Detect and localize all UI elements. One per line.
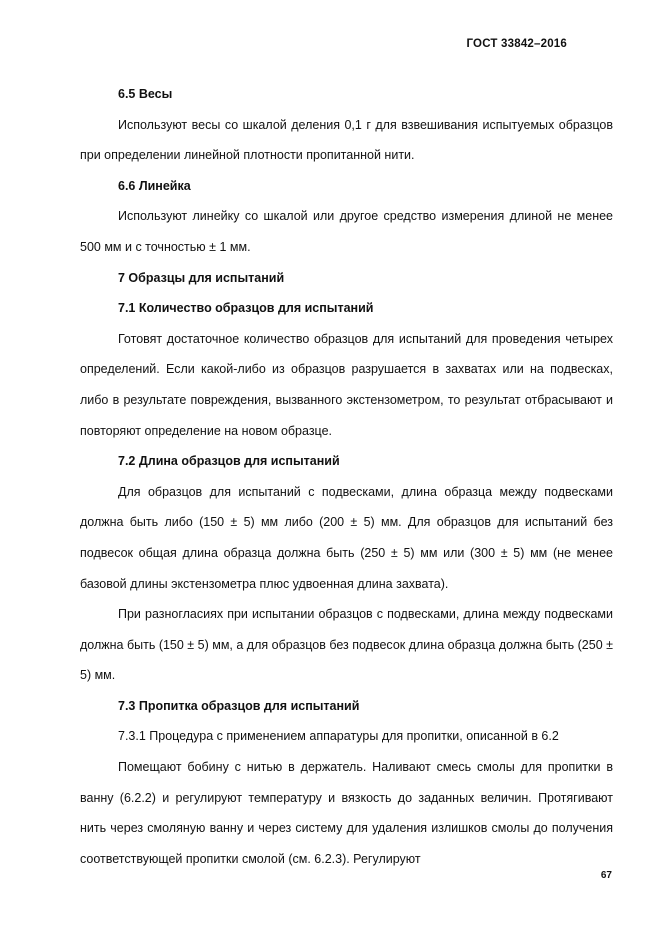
section-heading-7-1: 7.1 Количество образцов для испытаний bbox=[118, 301, 374, 316]
paragraph-7-1: Готовят достаточное количество образцов для испытаний для проведения четырех определений. Если какой-либо из образцов разрушается в захватах или на подвесках, либо в результате повреждения, вызванного экстензометром, то результат отбрасывают и повторяют определение на новом образце. bbox=[80, 331, 613, 438]
paragraph-6-6: Используют линейку со шкалой или другое средство измерения длиной не менее 500 мм и с точностью ± 1 мм. bbox=[80, 209, 613, 254]
paragraph-7-2-a: Для образцов для испытаний с подвесками, длина образца между подвесками должна быть либо (150 ± 5) мм либо (200 ± 5) мм. Для образцов для испытаний без подвесок общая длина образца должна быть (250 ± 5) мм или (300 ± 5) мм (не менее базовой длины экстензометра плюс удвоенная длина захвата). bbox=[80, 484, 613, 591]
paragraph-7-2-b: При разногласиях при испытании образцов с подвесками, длина между подвесками должна быть (150 ± 5) мм, а для образцов без подвесок длина образца должна быть (250 ± 5) мм. bbox=[80, 607, 613, 683]
subsection-7-3-1: 7.3.1 Процедура с применением аппаратуры для пропитки, описанной в 6.2 bbox=[118, 729, 559, 744]
paragraph-7-3-body: Помещают бобину с нитью в держатель. Наливают смесь смолы для пропитки в ванну (6.2.2) и регулируют температуру и вязкость до заданных величин. Протягивают нить через смоляную ванну и через систему для удаления излишков смолы до получения соответствующей пропитки смолой (см. 6.2.3). Регулируют bbox=[80, 760, 613, 866]
paragraph-6-5: Используют весы со шкалой деления 0,1 г для взвешивания испытуемых образцов при определении линейной плотности пропитанной нити. bbox=[80, 117, 613, 163]
page-number: 67 bbox=[600, 870, 612, 881]
section-heading-7-2: 7.2 Длина образцов для испытаний bbox=[118, 454, 340, 469]
section-heading-6-5: 6.5 Весы bbox=[118, 87, 173, 101]
document-body bbox=[80, 79, 613, 874]
section-heading-7-3: 7.3 Пропитка образцов для испытаний bbox=[118, 698, 360, 713]
document-code: ГОСТ 33842–2016 bbox=[466, 38, 567, 50]
section-heading-7: 7 Образцы для испытаний bbox=[118, 270, 285, 285]
section-heading-6-6: 6.6 Линейка bbox=[118, 178, 191, 193]
